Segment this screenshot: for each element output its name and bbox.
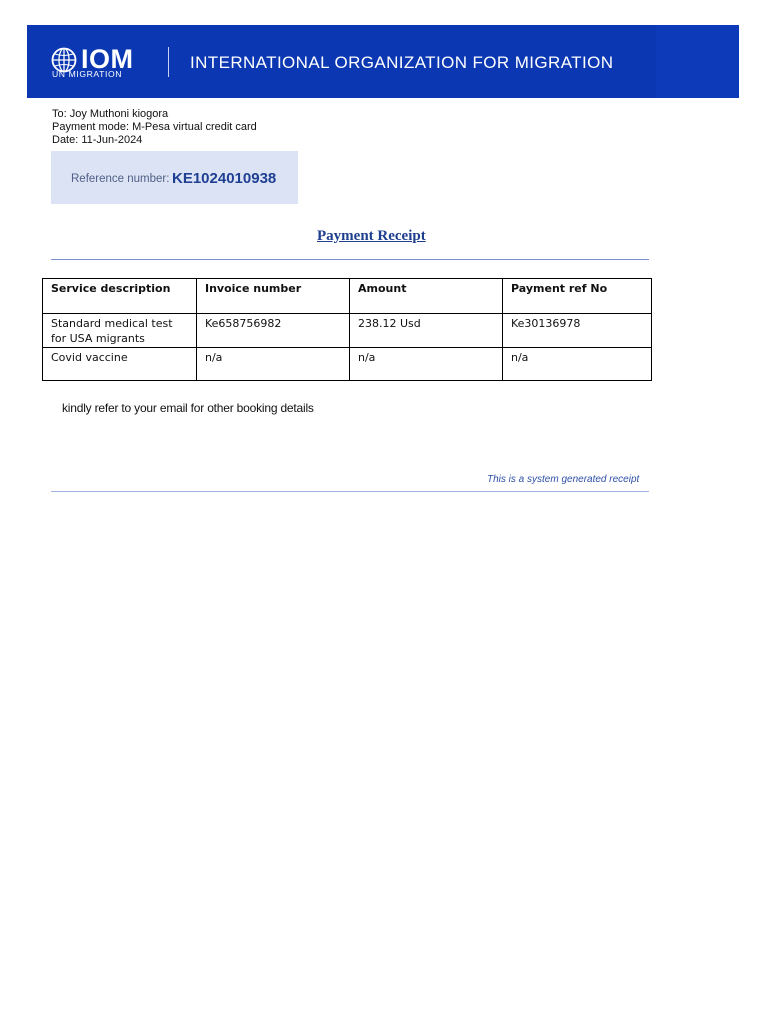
banner-accent	[656, 25, 739, 98]
cell-payment-ref: Ke30136978	[503, 314, 652, 348]
header-service-description: Service description	[43, 279, 197, 314]
logo-divider	[168, 47, 169, 77]
cell-invoice-number: n/a	[197, 348, 350, 381]
page-title: Payment Receipt	[317, 228, 426, 244]
title-divider	[51, 259, 649, 260]
iom-logo	[51, 45, 151, 81]
logo-text: IOM	[81, 44, 134, 74]
bottom-divider	[51, 491, 649, 492]
header-banner	[27, 25, 739, 98]
table-row	[43, 348, 652, 381]
cell-service-description: Standard medical test for USA migrants	[43, 314, 197, 348]
table-header-row	[43, 279, 652, 314]
recipient-details	[52, 108, 257, 147]
cell-invoice-number: Ke658756982	[197, 314, 350, 348]
cell-service-description: Covid vaccine	[43, 348, 197, 381]
receipt-table	[42, 278, 652, 381]
booking-note: kindly refer to your email for other booking details	[62, 401, 314, 415]
cell-amount: 238.12 Usd	[350, 314, 503, 348]
reference-box	[51, 151, 298, 204]
header-payment-ref: Payment ref No	[503, 279, 652, 314]
cell-amount: n/a	[350, 348, 503, 381]
receipt-date: Date: 11-Jun-2024	[52, 134, 143, 146]
table-row	[43, 314, 652, 348]
reference-label: Reference number:	[71, 173, 170, 185]
recipient-to: To: Joy Muthoni kiogora	[52, 108, 169, 120]
organization-name: INTERNATIONAL ORGANIZATION FOR MIGRATION	[190, 53, 614, 72]
reference-number: KE1024010938	[172, 170, 277, 187]
payment-mode: Payment mode: M-Pesa virtual credit card	[52, 121, 257, 133]
header-amount: Amount	[350, 279, 503, 314]
cell-payment-ref: n/a	[503, 348, 652, 381]
header-invoice-number: Invoice number	[197, 279, 350, 314]
logo-subtext: UN MIGRATION	[52, 69, 123, 79]
system-generated-note: This is a system generated receipt	[487, 474, 640, 485]
